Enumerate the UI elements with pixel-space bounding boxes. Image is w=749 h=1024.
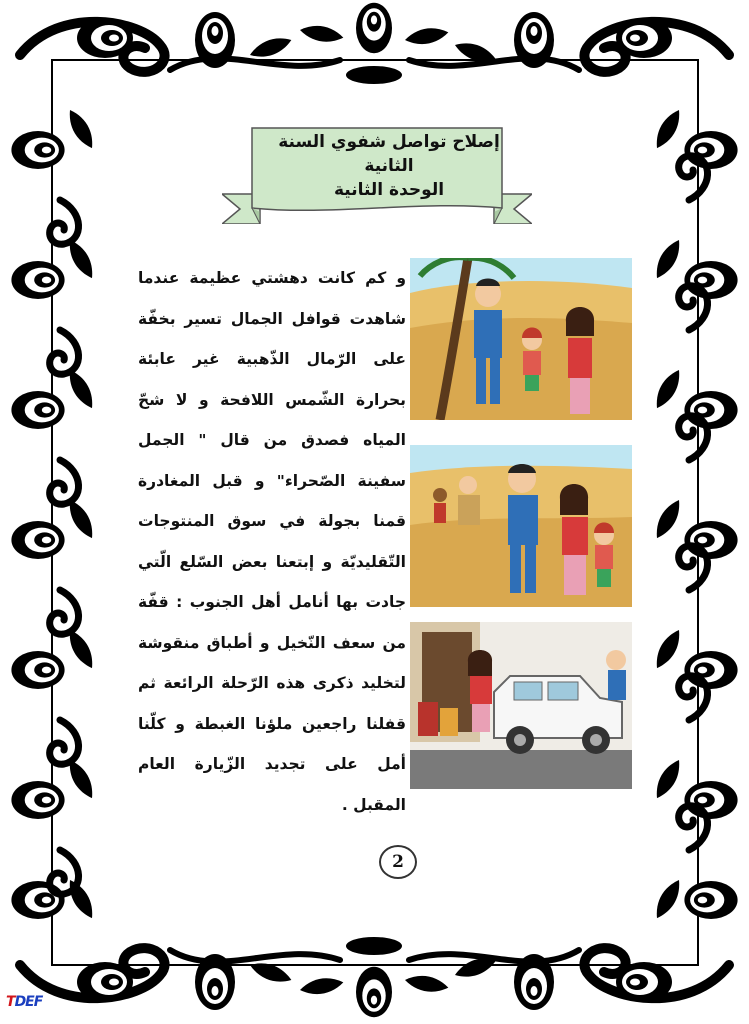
story-text [138,258,406,825]
title-line-2: الوحدة الثانية [333,180,445,200]
page-title [262,130,516,202]
tdef-logo: TDEF [6,994,43,1010]
story-paragraph: و كم كانت دهشتي عظيمة عندما شاهدت قوافل الجمال تسير بخفّة على الرّمال الذّهبية غير عابئة بحرارة الشّمس اللافحة و لا شحّ المياه فصدق من قال " الجمل سفينة الصّحراء" و قبل المغادرة قمنا بجولة في سوق المنتوجات التّقليديّة و إبتعنا بعض السّلع الّتي جادت بها أنامل أهل الجنوب : قفّة من سعف النّخيل و أطباق منقوشة لتخليد ذكرى هذه الرّحلة الرائعة ثم قفلنا راجعين ملؤنا الغبطة و كلّنا أمل على تجديد الزّيارة العام المقبل . [138,269,406,814]
desert-family-palm-illustration [410,258,632,420]
title-line-1: إصلاح تواصل شفوي السنة الثانية [278,132,500,176]
page-number: 2 [379,845,417,879]
market-camel-family-illustration [410,445,632,607]
family-car-return-illustration [410,622,632,789]
